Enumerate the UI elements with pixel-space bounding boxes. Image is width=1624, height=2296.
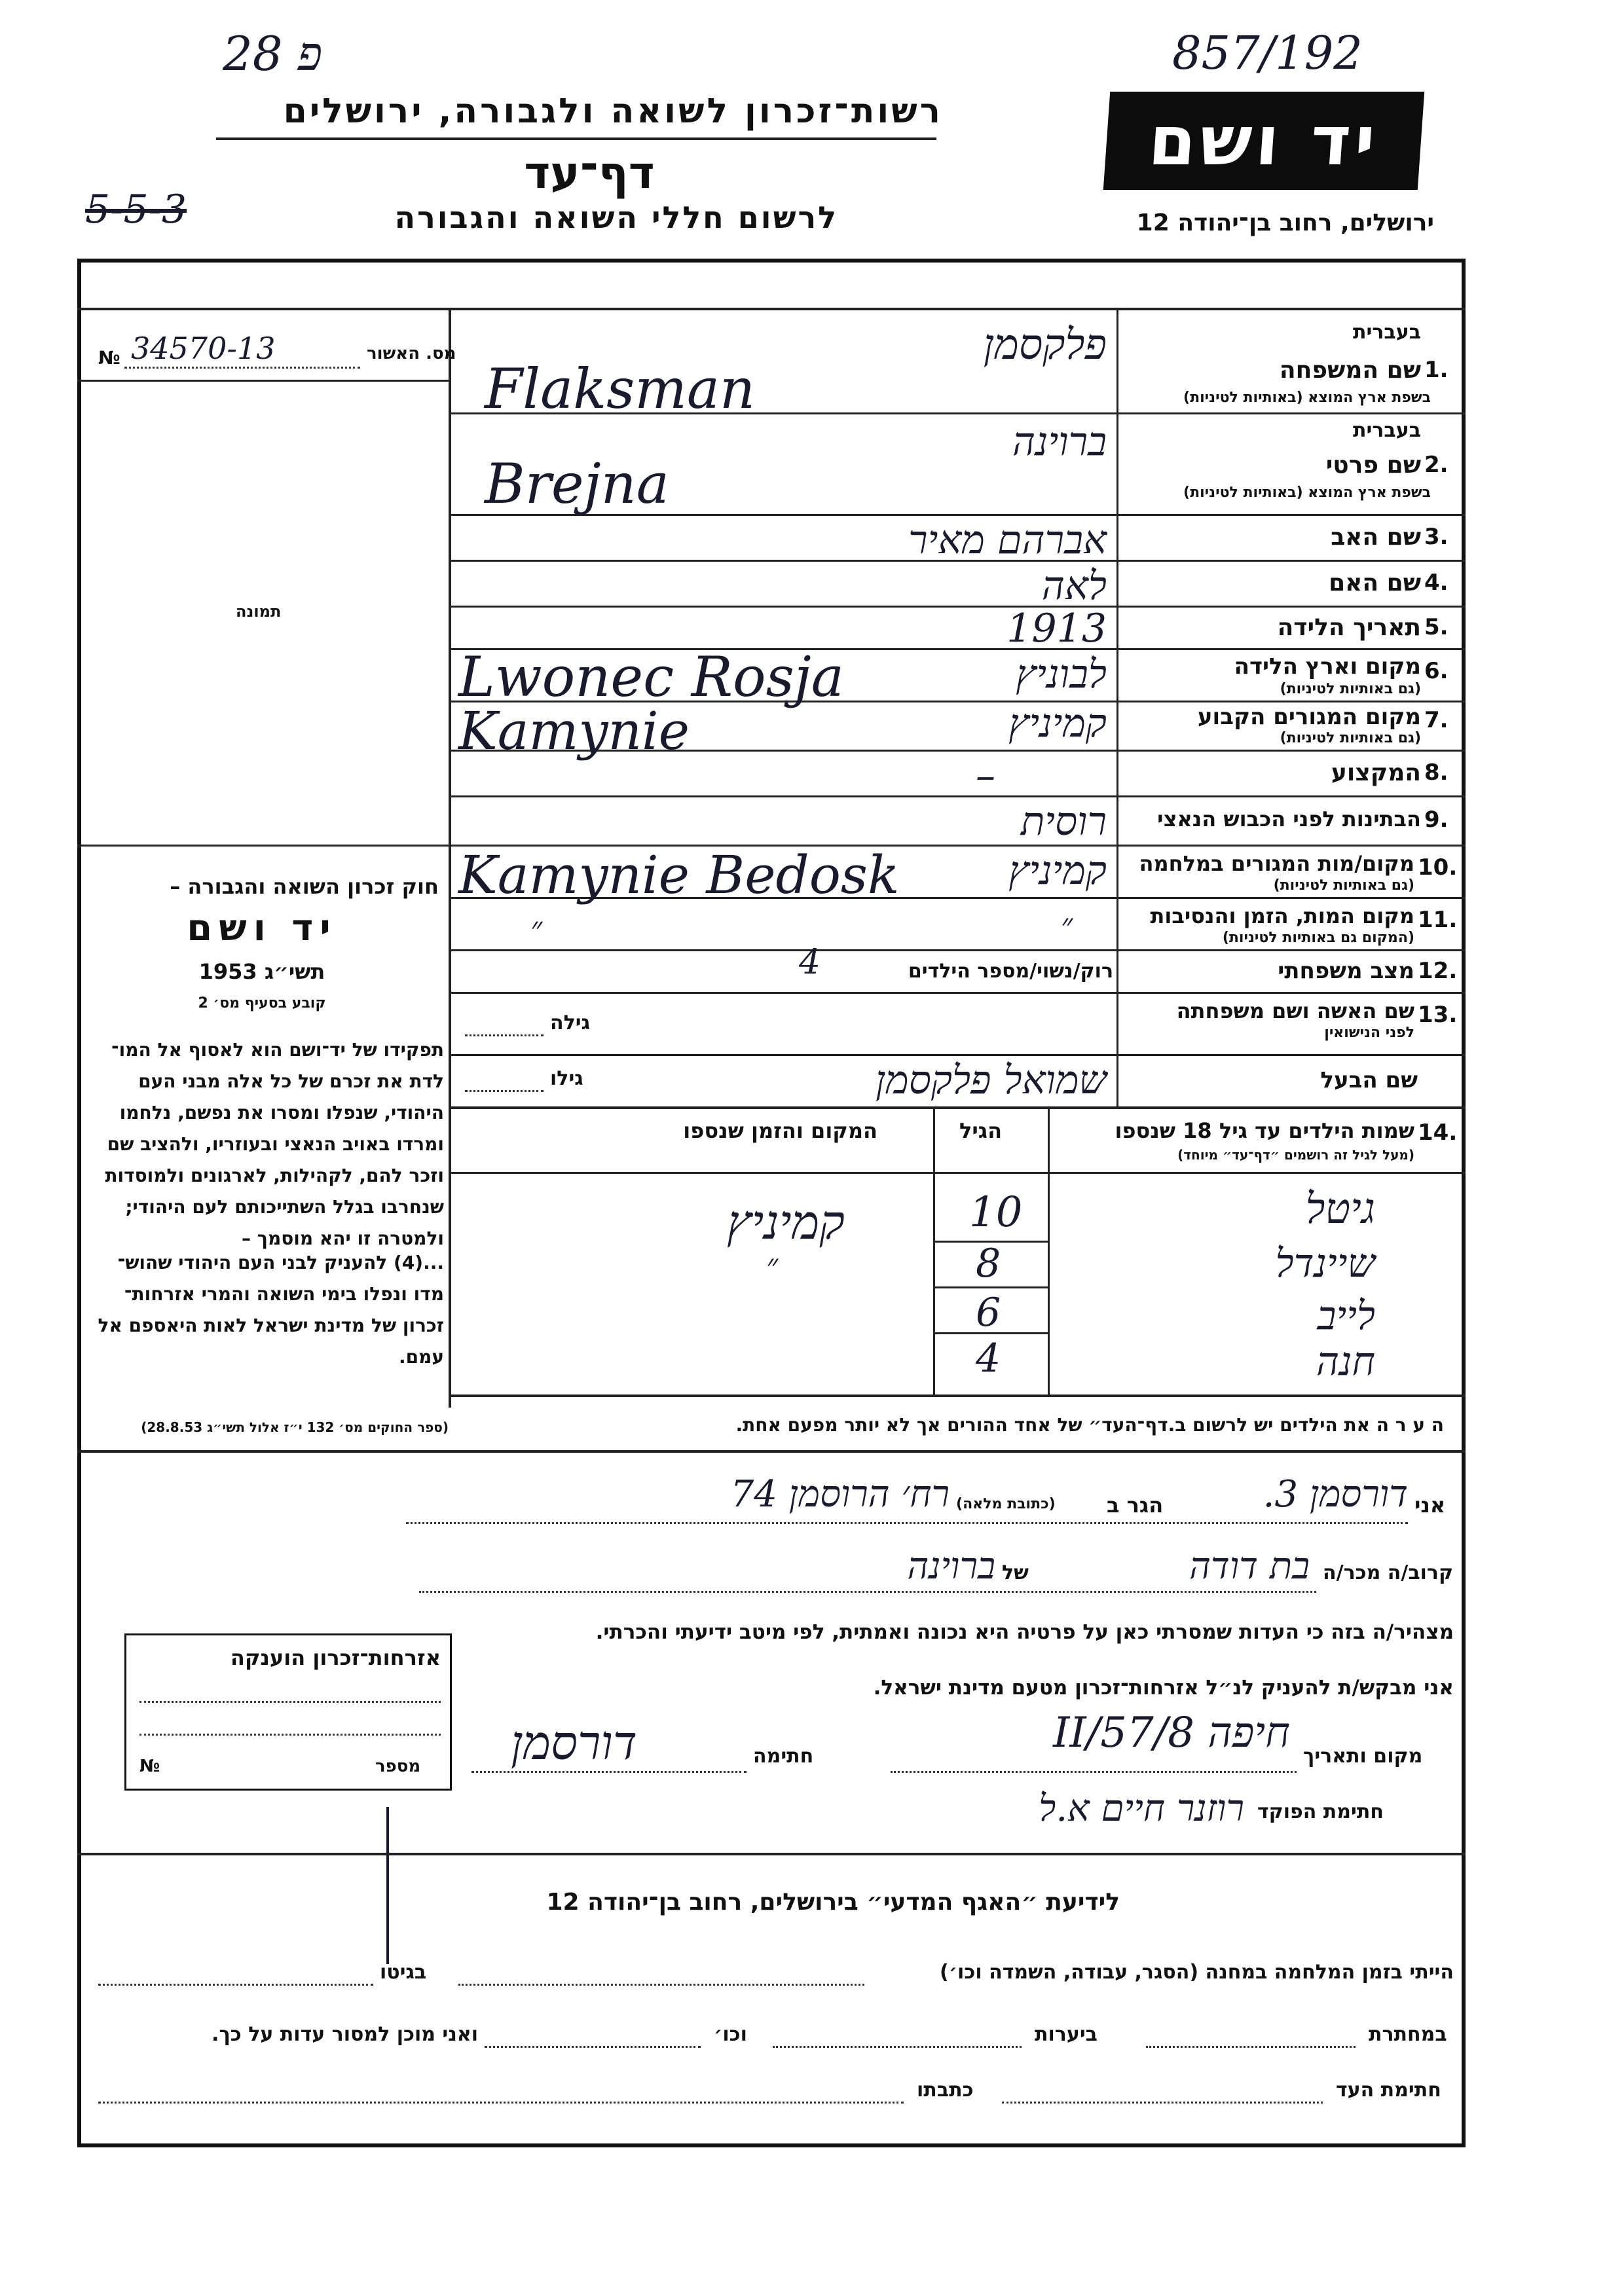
field-13-age-line — [465, 1034, 544, 1036]
row-line — [449, 992, 1466, 994]
law-title: חוק זכרון השואה והגבורה – — [170, 874, 439, 899]
citizenship-line-1 — [139, 1701, 441, 1703]
declaration-signature: דורסמן — [511, 1715, 637, 1770]
footer-forests-line — [773, 2046, 1022, 2048]
footer-partisans-line — [1146, 2046, 1356, 2048]
row-line — [449, 1106, 1466, 1109]
children-header-line — [449, 1172, 1466, 1174]
declaration-address-value: רח׳ הרוסמן 74 — [730, 1473, 950, 1516]
footer-ghetto-line — [98, 1984, 373, 1986]
cert-row-line — [77, 380, 449, 382]
law-section: קובע בסעיף מס׳ 2 — [198, 995, 326, 1011]
field-3-label: שם האב — [1331, 524, 1421, 551]
remark-top-line — [449, 1394, 1466, 1397]
law-year: תשי״ג 1953 — [198, 959, 325, 984]
field-4-label: שם האם — [1329, 570, 1421, 596]
footer-witness-signature-line — [1002, 2102, 1323, 2104]
field-10-value-latin: Kamynie Bedosk — [458, 845, 900, 905]
child-3-age: 6 — [976, 1290, 1001, 1336]
institution-name: רשות־זכרון לשואה ולגבורה, ירושלים — [283, 92, 943, 131]
footer-camp-label: הייתי בזמן המלחמה במחנה (הסגר, עבודה, השמדה וכו׳) — [940, 1961, 1454, 1984]
law-name: יד ושם — [187, 907, 337, 949]
field-2-value-hebrew: ברוינה — [1012, 419, 1107, 465]
declaration-date-line — [891, 1771, 1297, 1773]
field-2-hebrew-tag: בעברית — [1353, 419, 1421, 442]
officer-signature: רוזנר חיים א.ל — [1039, 1787, 1244, 1830]
field-13-age-label: גילה — [550, 1011, 590, 1034]
footer-title: לידיעת ״האגף המדעי״ בירושלים, רחוב בן־יהודה 12 — [546, 1889, 1120, 1916]
field-7-value-hebrew: קמיניץ — [1008, 701, 1107, 746]
declaration-request: אני מבקש/ת להעניק לנ״ל אזרחות־זכרון מטעם מדינת ישראל. — [873, 1676, 1454, 1700]
husband-value: שמואל פלקסמן — [875, 1057, 1107, 1103]
law-reference: (ספר החוקים מס׳ 132 י״ז אלול תשי״ג 28.8.53) — [141, 1419, 449, 1435]
field-11-value-latin: ״ — [530, 910, 543, 947]
declaration-signature-label: חתימה — [753, 1745, 814, 1768]
form-subtitle: לרשום חללי השואה והגבורה — [394, 200, 838, 235]
cert-no-symbol: № — [98, 347, 120, 369]
field-11-number: 11. — [1418, 907, 1458, 933]
remark-text: ה ע ר ה את הילדים יש לרשום ב.דף־העד״ של אחד ההורים אך לא יותר מפעם אחת. — [735, 1414, 1444, 1436]
field-2-sub: בשפת ארץ המוצא (באותיות לטיניות) — [1183, 484, 1431, 501]
top-handwritten-note: פ 28 — [223, 26, 323, 81]
footer-address-label: כתבתו — [917, 2079, 974, 2102]
declaration-of-value: ברוינה — [907, 1545, 995, 1588]
children-name-divider — [1048, 1106, 1050, 1394]
footer-forests-label: ביערות — [1035, 2023, 1098, 2046]
declaration-relation-line — [419, 1591, 1316, 1593]
children-place-value: קמיניץ — [727, 1195, 845, 1250]
field-6-value-hebrew: לבוניץ — [1016, 651, 1107, 697]
child-2-name: שיינדל — [1275, 1241, 1375, 1286]
field-2-value-latin: Brejna — [485, 452, 669, 516]
field-3-value: אברהם מאיר — [908, 517, 1107, 563]
field-9-label: הבתינות לפני הכבוש הנאצי — [1157, 807, 1421, 831]
field-8-value: – — [976, 753, 995, 799]
citizenship-no-label: מספר — [375, 1757, 421, 1776]
officer-signature-label: חתימת הפוקד — [1257, 1800, 1384, 1823]
field-7-number: 7. — [1424, 707, 1449, 733]
cert-number-value: 34570-13 — [131, 331, 276, 366]
declaration-name: דורסמן 3. — [1263, 1473, 1408, 1516]
field-9-number: 9. — [1424, 807, 1449, 833]
field-13-label: שם האשה ושם משפחתה — [1176, 998, 1414, 1023]
declaration-address-label: (כתובת מלאה) — [956, 1496, 1056, 1512]
field-7-value-latin: Kamynie — [458, 701, 690, 761]
children-section-number: 14. — [1418, 1120, 1458, 1146]
declaration-of-label: של — [1002, 1561, 1029, 1584]
field-1-value-latin: Flaksman — [485, 357, 756, 421]
footer-testimony-text: ואני מוכן למסור עדות על כך. — [212, 2023, 478, 2046]
field-10-number: 10. — [1418, 854, 1458, 881]
child-4-name: חנה — [1316, 1339, 1375, 1385]
field-6-value-latin: Lwonec Rosja — [458, 645, 844, 709]
field-12-status-options: רוק/נשוי/מספר הילדים — [908, 960, 1113, 983]
field-11-label: מקום המות, הזמן והנסיבות — [1150, 903, 1414, 928]
citizenship-title: אזרחות־זכרון הוענקה — [230, 1645, 441, 1670]
row-line — [449, 949, 1466, 951]
cert-number-line — [124, 367, 360, 369]
child-3-name: לייב — [1317, 1293, 1375, 1339]
footer-witness-signature-label: חתימת העד — [1336, 2079, 1441, 2102]
remark-bottom-line — [77, 1450, 1466, 1453]
field-12-label: מצב משפחתי — [1278, 958, 1414, 984]
field-1-sub: בשפת ארץ המוצא (באותיות לטיניות) — [1183, 390, 1431, 406]
label-column-divider — [1116, 308, 1118, 1106]
children-section-title: שמות הילדים עד גיל 18 שנספו — [1115, 1118, 1414, 1143]
footer-etc-label: וכו׳ — [714, 2023, 747, 2046]
field-8-label: המקצוע — [1331, 759, 1421, 786]
field-9-value: רוסית — [1020, 799, 1107, 845]
field-5-label: תאריך הלידה — [1277, 614, 1421, 641]
left-column-divider — [449, 308, 451, 1408]
row-line — [449, 1054, 1466, 1056]
law-text-2: ...(4) להעניק לבני העם היהודי שהוש־ מדו ונפלו בימי השואה והמרי אזרחות־ זכרון של מדינת ישראל לאות היאספם אל עמם. — [98, 1252, 444, 1368]
declaration-resides-label: הגר ב — [1107, 1493, 1164, 1518]
citizenship-box — [124, 1633, 452, 1791]
field-2-label: שם פרטי — [1325, 452, 1421, 479]
field-4-number: 4. — [1424, 570, 1449, 596]
crossed-number: 5-5-3 — [85, 187, 187, 232]
field-11-value-hebrew: ״ — [1061, 907, 1073, 943]
field-10-value-hebrew: קמיניץ — [1008, 848, 1107, 894]
declaration-ani-label: אני — [1414, 1493, 1446, 1518]
field-12-number: 12. — [1418, 958, 1458, 984]
institution-address: ירושלים, רחוב בן־יהודה 12 — [1136, 210, 1434, 236]
field-6-number: 6. — [1424, 658, 1449, 684]
photo-box-bottom — [77, 845, 449, 847]
field-13-sub: לפני הנישואין — [1324, 1025, 1414, 1041]
children-place-header: המקום והזמן שנספו — [683, 1118, 877, 1143]
logo-text: יד ושם — [1146, 101, 1382, 181]
children-age-header: הגיל — [959, 1118, 1003, 1143]
declaration-relation-label: קרוב/ה מכר/ה — [1323, 1561, 1454, 1584]
field-2-number: 2. — [1424, 452, 1449, 478]
footer-ghetto-label: בגיטו — [380, 1961, 427, 1984]
photo-label: תמונה — [236, 602, 282, 621]
footer-etc-line — [485, 2046, 701, 2048]
field-1-hebrew-tag: בעברית — [1353, 321, 1421, 344]
field-5-value: 1913 — [1006, 606, 1107, 651]
field-1-number: 1. — [1424, 357, 1449, 383]
form-title: דף־עד — [524, 147, 655, 199]
field-11-sub: (המקום גם באותיות לטיניות) — [1222, 930, 1414, 946]
institution-underline — [216, 137, 936, 140]
field-7-label: מקום המגורים הקבוע — [1197, 704, 1421, 730]
declaration-place-date-label: מקום ותאריך — [1303, 1745, 1423, 1768]
child-2-age: 8 — [976, 1241, 1001, 1286]
field-4-value: לאה — [1041, 563, 1107, 609]
field-1-label: שם המשפחה — [1279, 357, 1421, 384]
field-10-sub: (גם באותיות לטיניות) — [1273, 877, 1414, 894]
child-1-name: גיטל — [1305, 1185, 1375, 1233]
children-place-ditto: ״ — [766, 1247, 779, 1284]
top-right-file-number: 857/192 — [1172, 26, 1363, 80]
footer-camp-line — [458, 1984, 864, 1986]
field-10-label: מקום/מות המגורים במלחמה — [1139, 851, 1414, 876]
child-1-age: 10 — [969, 1188, 1023, 1237]
field-1-value-hebrew: פלקסמן — [983, 321, 1107, 369]
children-section-subtitle: (מעל לגיל זה רושמים ״דף־עד״ מיוחד) — [1177, 1147, 1414, 1163]
field-6-label: מקום וארץ הלידה — [1234, 653, 1421, 680]
officer-signature-stroke — [386, 1807, 389, 1964]
field-3-number: 3. — [1424, 524, 1449, 550]
husband-age-line — [465, 1090, 544, 1092]
husband-label: שם הבעל — [1320, 1067, 1418, 1093]
citizenship-line-2 — [139, 1734, 441, 1736]
yad-vashem-logo — [1103, 92, 1424, 190]
declaration-place-date-value: חיפה 8/II/57 — [1053, 1709, 1290, 1757]
table-top-line — [77, 308, 1466, 310]
child-4-age: 4 — [976, 1336, 1001, 1381]
declaration-address-line — [406, 1522, 1408, 1524]
field-13-number: 13. — [1418, 1002, 1458, 1028]
footer-partisans-label: במחתרת — [1369, 2023, 1447, 2046]
citizenship-no-symbol: № — [139, 1757, 160, 1776]
field-5-number: 5. — [1424, 614, 1449, 640]
children-age-divider-right — [933, 1106, 935, 1394]
footer-address-line — [98, 2102, 904, 2104]
law-text-1: תפקידו של יד־ושם הוא לאסוף אל המו־ לדת את זכרם של כל אלה מבני העם היהודי, שנפלו ומסרו את נפשם, נלחמו ומרדו באויב הנאצי ובעוזריו, ולהציב שם וזכר להם, לקהילות, לארגונים ולמוסדות שנחרבו בגלל השתייכותם לעם היהודי; ולמטרה זו יהא מוסמך – — [105, 1039, 444, 1249]
field-7-sub: (גם באותיות לטיניות) — [1280, 730, 1421, 746]
declaration-signature-line — [471, 1771, 747, 1773]
cert-number-label: מס. האשור — [367, 344, 456, 363]
footer-top-line — [77, 1853, 1466, 1855]
declaration-statement: מצהיר/ה בזה כי העדות שמסרתי כאן על פרטיה היא נכונה ואמתית, לפי מיטב ידיעתי והכרתי. — [595, 1620, 1454, 1644]
field-12-children-count: 4 — [799, 943, 821, 982]
husband-age-label: גילו — [550, 1067, 583, 1090]
declaration-relation-value: בת דודה — [1189, 1545, 1310, 1588]
field-6-sub: (גם באותיות לטיניות) — [1280, 681, 1421, 697]
field-8-number: 8. — [1424, 759, 1449, 786]
children-row-line — [933, 1286, 1048, 1288]
